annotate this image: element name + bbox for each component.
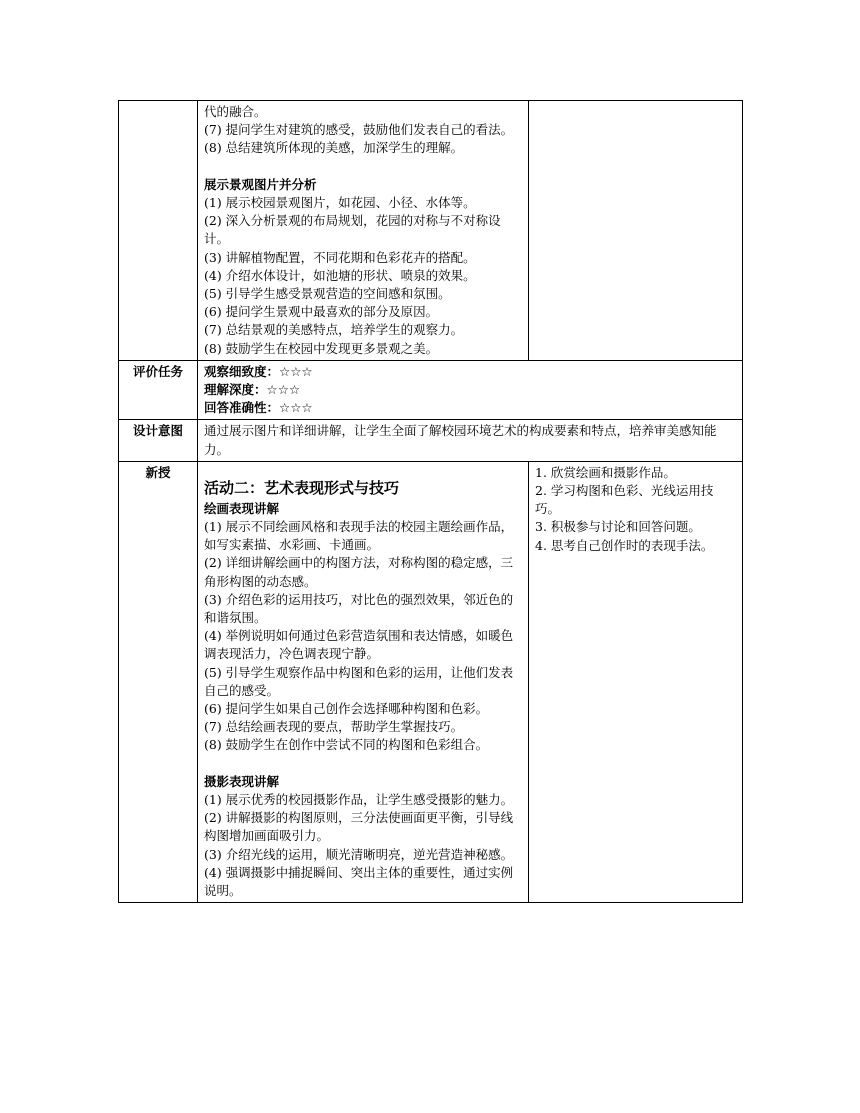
text-line: (7) 提问学生对建筑的感受，鼓励他们发表自己的看法。 <box>204 122 514 138</box>
text-line: 代的融合。 <box>204 104 267 119</box>
text-line: (8) 总结建筑所体现的美感，加深学生的理解。 <box>204 140 464 156</box>
student-item: 3. 积极参与讨论和回答问题。 <box>535 519 701 535</box>
spacer <box>204 158 522 176</box>
evaluation-row <box>119 360 743 420</box>
list-item: (1) 展示不同绘画风格和表现手法的校园主题绘画作品，如写实素描、水彩画、卡通画。 <box>204 519 514 553</box>
spacer <box>204 755 522 773</box>
list-item: (4) 介绍水体设计，如池塘的形状、喷泉的效果。 <box>204 267 476 283</box>
list-item: (3) 介绍色彩的运用技巧，对比色的强烈效果，邻近色的和谐氛围。 <box>204 591 514 626</box>
design-row <box>119 420 743 461</box>
new-lesson-label: 新授 <box>119 461 198 902</box>
painting-heading: 绘画表现讲解 <box>204 500 280 516</box>
lesson-plan-table <box>118 100 743 903</box>
new-lesson-row <box>119 461 743 902</box>
student-item: 2. 学习构图和色彩、光线运用技巧。 <box>535 483 714 517</box>
star-rating: ☆☆☆ <box>266 382 301 398</box>
continuation-row <box>119 101 743 361</box>
design-text: 通过展示图片和详细讲解，让学生全面了解校园环境艺术的构成要素和特点，培养审美感知能力。 <box>204 423 717 457</box>
photo-heading: 摄影表现讲解 <box>204 773 280 789</box>
list-item: (2) 详细讲解绘画中的构图方法，对称构图的稳定感，三角形构图的动态感。 <box>204 555 514 589</box>
student-item: 1. 欣赏绘画和摄影作品。 <box>535 464 676 480</box>
evaluation-item <box>204 399 736 417</box>
list-item: (6) 提问学生景观中最喜欢的部分及原因。 <box>204 304 439 320</box>
list-item: (1) 展示优秀的校园摄影作品，让学生感受摄影的魅力。 <box>204 792 514 808</box>
list-item: (4) 强调摄影中捕捉瞬间、突出主体的重要性，通过实例说明。 <box>204 864 514 899</box>
list-item: (5) 引导学生观察作品中构图和色彩的运用，让他们发表自己的感受。 <box>204 664 514 698</box>
evaluation-item <box>204 363 736 381</box>
star-rating: ☆☆☆ <box>279 363 313 379</box>
continuation-side-cell <box>529 101 743 361</box>
landscape-heading: 展示景观图片并分析 <box>204 176 317 192</box>
student-activity-cell <box>529 461 743 902</box>
new-lesson-content-cell <box>198 461 529 902</box>
list-item: (8) 鼓励学生在校园中发现更多景观之美。 <box>204 340 439 356</box>
evaluation-item-name: 理解深度： <box>204 382 267 398</box>
list-item: (5) 引导学生感受景观营造的空间感和氛围。 <box>204 286 451 302</box>
activity-title: 活动二：艺术表现形式与技巧 <box>204 478 400 497</box>
list-item: (3) 介绍光线的运用，顺光清晰明亮，逆光营造神秘感。 <box>204 846 514 862</box>
student-item: 4. 思考自己创作时的表现手法。 <box>535 537 714 553</box>
list-item: (4) 举例说明如何通过色彩营造氛围和表达情感，如暖色调表现活力，冷色调表现宁静。 <box>204 628 514 662</box>
list-item: (8) 鼓励学生在创作中尝试不同的构图和色彩组合。 <box>204 737 489 753</box>
list-item: (2) 讲解摄影的构图原则，三分法使画面更平衡，引导线构图增加画面吸引力。 <box>204 810 514 844</box>
list-item: (3) 讲解植物配置，不同花期和色彩花卉的搭配。 <box>204 249 476 265</box>
list-item: (1) 展示校园景观图片，如花园、小径、水体等。 <box>204 195 476 210</box>
evaluation-item-name: 观察细致度： <box>204 363 280 379</box>
evaluation-item <box>204 381 736 399</box>
evaluation-content-cell <box>198 360 743 420</box>
list-item: (7) 总结景观的美感特点，培养学生的观察力。 <box>204 322 464 338</box>
list-item: (6) 提问学生如果自己创作会选择哪种构图和色彩。 <box>204 701 489 717</box>
list-item: (7) 总结绘画表现的要点，帮助学生掌握技巧。 <box>204 719 464 735</box>
star-rating: ☆☆☆ <box>279 400 313 416</box>
evaluation-label: 评价任务 <box>119 360 198 420</box>
design-label: 设计意图 <box>119 420 198 461</box>
design-content-cell <box>198 420 743 461</box>
continuation-content-cell <box>198 101 529 361</box>
continuation-label-cell <box>119 101 198 361</box>
list-item: (2) 深入分析景观的布局规划，花园的对称与不对称设计。 <box>204 213 501 247</box>
evaluation-item-name: 回答准确性： <box>204 400 280 416</box>
